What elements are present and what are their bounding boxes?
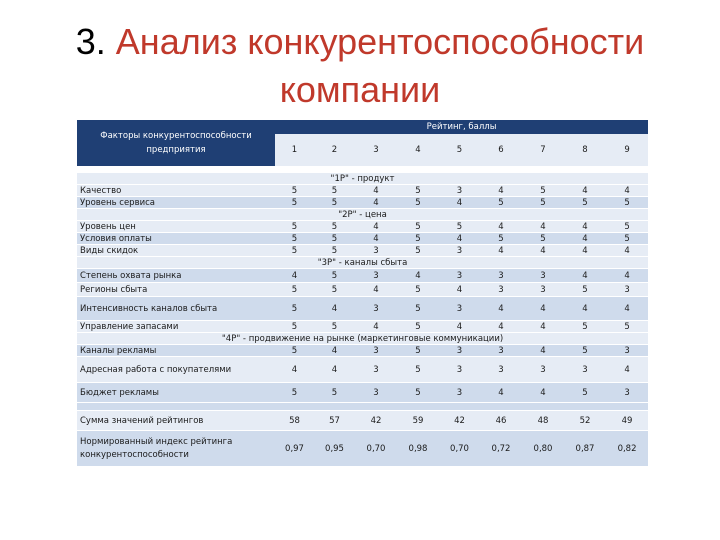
- table-row: [77, 245, 648, 257]
- rating-cell: 3: [606, 383, 648, 403]
- rating-cell: 5: [397, 357, 439, 383]
- rating-cell: 4: [606, 269, 648, 283]
- rating-cell: 5: [397, 321, 439, 333]
- rating-cell: 4: [480, 221, 522, 233]
- rating-cell: 3: [522, 269, 564, 283]
- rating-cell: 5: [397, 221, 439, 233]
- spacer-cell: [77, 403, 648, 411]
- rating-cell: 58: [275, 411, 314, 431]
- header-spacer: [77, 166, 648, 173]
- rating-cell: 4: [314, 297, 355, 321]
- column-number: 5: [439, 134, 480, 166]
- rating-cell: 3: [439, 357, 480, 383]
- rating-cell: 49: [606, 411, 648, 431]
- rating-cell: 5: [522, 185, 564, 197]
- column-number: 8: [564, 134, 606, 166]
- table-row: [77, 233, 648, 245]
- rating-cell: 3: [522, 357, 564, 383]
- rating-cell: 5: [397, 197, 439, 209]
- rating-cell: 4: [606, 185, 648, 197]
- rating-cell: 0,98: [397, 431, 439, 467]
- table-row: [77, 321, 648, 333]
- rating-cell: 3: [355, 357, 397, 383]
- rating-cell: 3: [480, 283, 522, 297]
- rating-cell: 3: [480, 357, 522, 383]
- rating-cell: 5: [606, 233, 648, 245]
- factor-name: Бюджет рекламы: [77, 383, 275, 403]
- rating-cell: 4: [275, 269, 314, 283]
- factor-name: Виды скидок: [77, 245, 275, 257]
- column-number: 9: [606, 134, 648, 166]
- factor-name: Нормированный индекс рейтинга конкурентоспособности: [77, 431, 275, 467]
- rating-cell: 5: [397, 345, 439, 357]
- rating-cell: 46: [480, 411, 522, 431]
- rating-cell: 4: [480, 383, 522, 403]
- table-row: [77, 297, 648, 321]
- rating-cell: 4: [564, 233, 606, 245]
- rating-cell: 42: [355, 411, 397, 431]
- factors-header: Факторы конкурентоспособности предприятия: [77, 120, 275, 166]
- rating-cell: 5: [275, 383, 314, 403]
- rating-cell: 5: [314, 283, 355, 297]
- factor-name: Управление запасами: [77, 321, 275, 333]
- factor-name: Каналы рекламы: [77, 345, 275, 357]
- rating-cell: 5: [397, 383, 439, 403]
- rating-cell: 0,70: [355, 431, 397, 467]
- rating-cell: 4: [355, 283, 397, 297]
- rating-cell: 0,72: [480, 431, 522, 467]
- rating-cell: 5: [314, 233, 355, 245]
- rating-cell: 59: [397, 411, 439, 431]
- rating-cell: 5: [275, 221, 314, 233]
- table-row: [77, 185, 648, 197]
- rating-cell: 57: [314, 411, 355, 431]
- rating-cell: 5: [522, 233, 564, 245]
- rating-cell: 4: [480, 185, 522, 197]
- rating-cell: 5: [314, 383, 355, 403]
- rating-cell: 5: [314, 221, 355, 233]
- spacer-row: [77, 403, 648, 411]
- rating-cell: 4: [522, 383, 564, 403]
- rating-cell: 3: [355, 245, 397, 257]
- rating-cell: 3: [439, 383, 480, 403]
- rating-cell: 5: [522, 197, 564, 209]
- rating-cell: 5: [275, 297, 314, 321]
- rating-cell: 5: [275, 321, 314, 333]
- section-row: [77, 209, 648, 221]
- rating-cell: 0,87: [564, 431, 606, 467]
- column-number: 6: [480, 134, 522, 166]
- rating-cell: 4: [606, 297, 648, 321]
- table-row: [77, 197, 648, 209]
- rating-cell: 4: [355, 321, 397, 333]
- rating-cell: 5: [606, 221, 648, 233]
- rating-cell: 4: [606, 245, 648, 257]
- rating-cell: 5: [397, 185, 439, 197]
- slide-title: [0, 18, 720, 114]
- rating-cell: 5: [314, 245, 355, 257]
- table-row: [77, 383, 648, 403]
- rating-cell: 4: [564, 297, 606, 321]
- rating-cell: 4: [314, 357, 355, 383]
- rating-cell: 5: [314, 197, 355, 209]
- rating-cell: 4: [355, 221, 397, 233]
- rating-cell: 3: [355, 269, 397, 283]
- rating-cell: 3: [439, 297, 480, 321]
- rating-cell: 3: [606, 283, 648, 297]
- rating-cell: 5: [275, 233, 314, 245]
- table-row: [77, 431, 648, 467]
- rating-cell: 5: [439, 221, 480, 233]
- rating-cell: 5: [275, 197, 314, 209]
- section-row: [77, 257, 648, 269]
- rating-cell: 5: [564, 321, 606, 333]
- rating-cell: 3: [439, 345, 480, 357]
- rating-cell: 4: [522, 297, 564, 321]
- rating-cell: 5: [397, 233, 439, 245]
- table-row: [77, 283, 648, 297]
- rating-cell: 5: [275, 283, 314, 297]
- rating-cell: 5: [606, 321, 648, 333]
- table-row: [77, 221, 648, 233]
- rating-cell: 4: [355, 197, 397, 209]
- rating-cell: 52: [564, 411, 606, 431]
- section-title: "2Р" - цена: [77, 209, 648, 221]
- competitiveness-table-container: [77, 120, 648, 476]
- rating-cell: 3: [522, 283, 564, 297]
- rating-cell: 5: [275, 345, 314, 357]
- column-number: 3: [355, 134, 397, 166]
- rating-cell: 5: [314, 269, 355, 283]
- competitiveness-table: [77, 120, 648, 467]
- rating-cell: 4: [355, 233, 397, 245]
- rating-cell: 5: [564, 283, 606, 297]
- title-line-1: [0, 18, 720, 66]
- table-body: [77, 173, 648, 467]
- rating-cell: 3: [355, 383, 397, 403]
- column-number: 4: [397, 134, 439, 166]
- rating-cell: 3: [355, 297, 397, 321]
- rating-cell: 4: [480, 321, 522, 333]
- rating-cell: 0,80: [522, 431, 564, 467]
- section-row: [77, 333, 648, 345]
- rating-cell: 48: [522, 411, 564, 431]
- rating-cell: 4: [606, 357, 648, 383]
- rating-cell: 42: [439, 411, 480, 431]
- table-row: [77, 411, 648, 431]
- rating-cell: 5: [397, 283, 439, 297]
- rating-cell: 5: [564, 197, 606, 209]
- rating-cell: 5: [564, 383, 606, 403]
- rating-cell: 4: [439, 283, 480, 297]
- rating-cell: 0,97: [275, 431, 314, 467]
- rating-cell: 5: [397, 245, 439, 257]
- rating-cell: 3: [564, 357, 606, 383]
- rating-cell: 5: [314, 321, 355, 333]
- rating-cell: 3: [355, 345, 397, 357]
- rating-cell: 4: [564, 221, 606, 233]
- rating-cell: 4: [480, 297, 522, 321]
- rating-cell: 5: [606, 197, 648, 209]
- rating-cell: 5: [480, 233, 522, 245]
- rating-cell: 4: [314, 345, 355, 357]
- rating-cell: 4: [355, 185, 397, 197]
- rating-cell: 4: [522, 221, 564, 233]
- rating-cell: 0,82: [606, 431, 648, 467]
- rating-cell: 4: [522, 345, 564, 357]
- rating-cell: 0,95: [314, 431, 355, 467]
- factor-name: Условия оплаты: [77, 233, 275, 245]
- rating-cell: 3: [439, 269, 480, 283]
- section-title: "1Р" - продукт: [77, 173, 648, 185]
- factor-name: Уровень цен: [77, 221, 275, 233]
- title-text-line-2: компании: [279, 69, 441, 110]
- factor-name: Адресная работа с покупателями: [77, 357, 275, 383]
- column-number: 1: [275, 134, 314, 166]
- table-row: [77, 269, 648, 283]
- rating-cell: 3: [480, 345, 522, 357]
- rating-cell: 4: [397, 269, 439, 283]
- rating-cell: 4: [439, 197, 480, 209]
- table-row: [77, 345, 648, 357]
- column-number: 7: [522, 134, 564, 166]
- table-row: [77, 357, 648, 383]
- title-text-line-1: Анализ конкурентоспособности: [115, 21, 645, 62]
- rating-cell: 5: [480, 197, 522, 209]
- factor-name: Интенсивность каналов сбыта: [77, 297, 275, 321]
- factor-name: Степень охвата рынка: [77, 269, 275, 283]
- rating-cell: 3: [480, 269, 522, 283]
- rating-cell: 4: [275, 357, 314, 383]
- rating-cell: 5: [314, 185, 355, 197]
- rating-cell: 0,70: [439, 431, 480, 467]
- factor-name: Уровень сервиса: [77, 197, 275, 209]
- column-number: 2: [314, 134, 355, 166]
- rating-cell: 3: [439, 185, 480, 197]
- factor-name: Регионы сбыта: [77, 283, 275, 297]
- rating-cell: 4: [522, 245, 564, 257]
- factor-name: Сумма значений рейтингов: [77, 411, 275, 431]
- rating-cell: 3: [606, 345, 648, 357]
- factor-name: Качество: [77, 185, 275, 197]
- rating-cell: 5: [564, 345, 606, 357]
- rating-cell: 3: [439, 245, 480, 257]
- rating-cell: 5: [275, 185, 314, 197]
- rating-cell: 4: [439, 321, 480, 333]
- rating-cell: 5: [397, 297, 439, 321]
- rating-cell: 5: [275, 245, 314, 257]
- rating-cell: 4: [564, 185, 606, 197]
- section-title: "4Р" - продвижение на рынке (маркетинговые коммуникации): [77, 333, 648, 345]
- rating-cell: 4: [564, 245, 606, 257]
- section-title: "3Р" - каналы сбыта: [77, 257, 648, 269]
- ratings-header: Рейтинг, баллы: [275, 120, 648, 134]
- section-row: [77, 173, 648, 185]
- rating-cell: 4: [480, 245, 522, 257]
- rating-cell: 4: [522, 321, 564, 333]
- title-number: 3.: [75, 21, 116, 62]
- rating-cell: 4: [564, 269, 606, 283]
- rating-cell: 4: [439, 233, 480, 245]
